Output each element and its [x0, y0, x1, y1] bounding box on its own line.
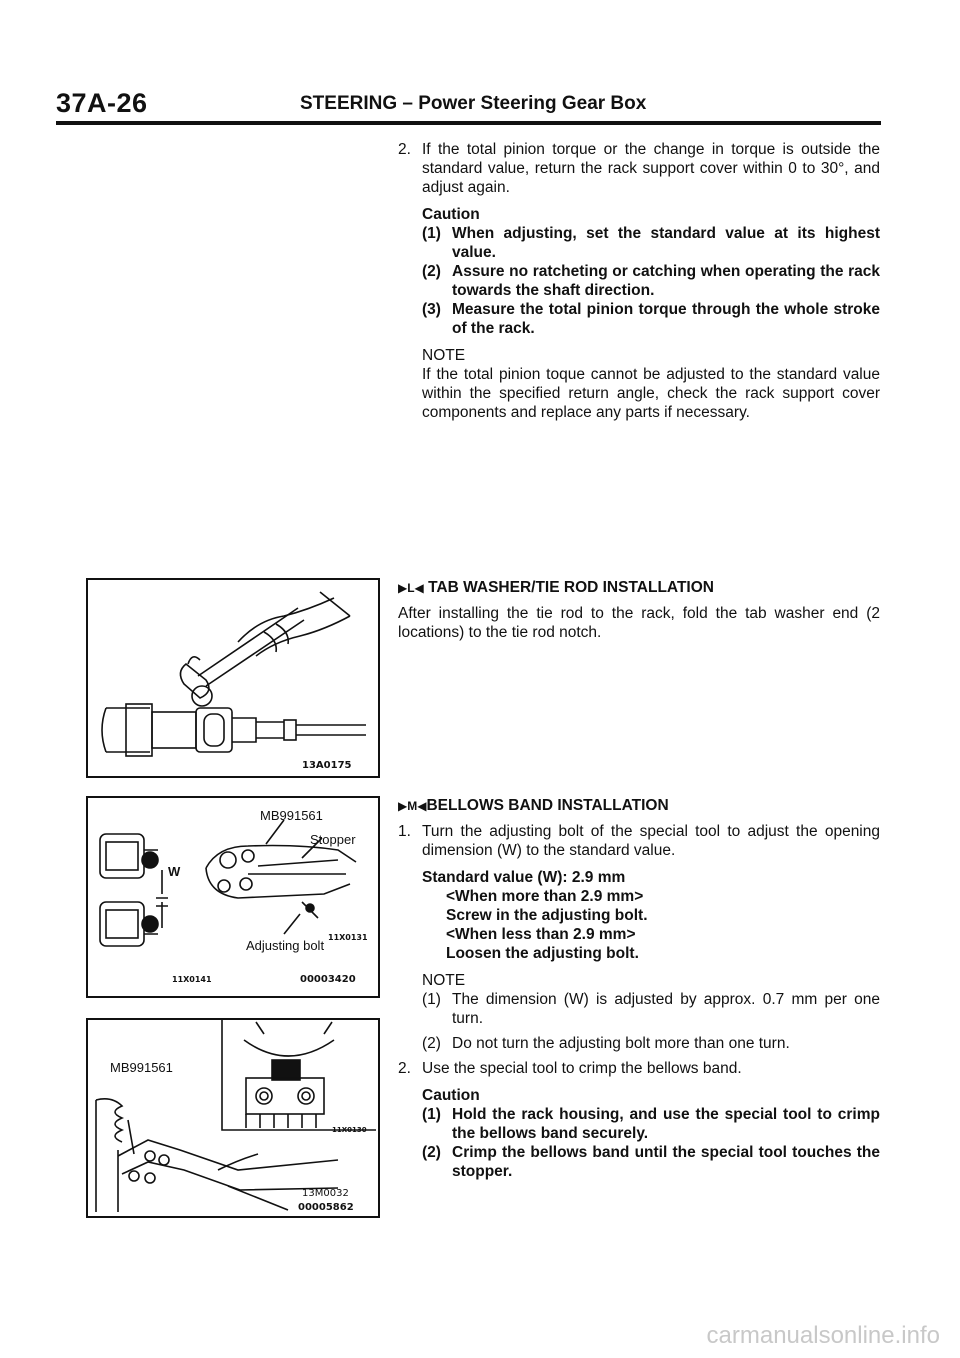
watermark: carmanualsonline.info — [706, 1322, 940, 1349]
note-item: (2) Do not turn the adjusting bolt more than one turn. — [422, 1035, 790, 1052]
header-rule — [56, 121, 881, 125]
figure-code: 00003420 — [300, 974, 356, 985]
step-1: 1. Turn the adjusting bolt of the special tool to adjust the opening dimension (W) to the standard value. — [398, 823, 880, 859]
tool-adjust-illustration — [88, 798, 378, 996]
section-bellows-band — [398, 796, 880, 1181]
section-tab-washer — [398, 578, 880, 642]
page-number: 37A-26 — [56, 88, 148, 118]
section-text: After installing the tie rod to the rack, fold the tab washer end (2 locations) to the tie rod notch. — [398, 605, 880, 641]
crimp-band-illustration — [88, 1020, 378, 1216]
condition-more: <When more than 2.9 mm> — [446, 888, 644, 905]
figure-code: 13M0032 — [302, 1188, 349, 1199]
section-heading: ▶L◀ TAB WASHER/TIE ROD INSTALLATION — [398, 579, 714, 596]
caution-item: (1) Hold the rack housing, and use the special tool to crimp the bellows band securely. — [422, 1106, 880, 1142]
figure-crimp-band — [86, 1018, 380, 1218]
figure-subcode: 11X0131 — [328, 933, 368, 942]
caution-label: Caution — [422, 1087, 480, 1104]
caution-list — [398, 1105, 880, 1181]
figure-subcode: 11X0130 — [332, 1126, 367, 1134]
figure-tool-adjust — [86, 796, 380, 998]
caution-list — [398, 224, 880, 338]
section-pinion-torque — [398, 140, 880, 422]
figure-tab-washer — [86, 578, 380, 778]
standard-value: Standard value (W): 2.9 mm — [422, 869, 626, 886]
step-2: 2. Use the special tool to crimp the bellows band. — [398, 1060, 742, 1077]
figure-subcode: 11X0141 — [172, 975, 212, 984]
caution-item: (3) Measure the total pinion torque through the whole stroke of the rack. — [422, 301, 880, 337]
note-label: NOTE — [422, 972, 466, 989]
step-2 — [398, 140, 880, 197]
caution-item: (2) Assure no ratcheting or catching when operating the rack towards the shaft direction. — [422, 263, 880, 299]
note-item: (1) The dimension (W) is adjusted by approx. 0.7 mm per one turn. — [422, 991, 880, 1027]
step-text: If the total pinion torque or the change in torque is outside the standard value, return the rack support cover within 0 to 30°, and adjust again. — [422, 141, 880, 196]
section-heading: ▶M◀BELLOWS BAND INSTALLATION — [398, 797, 669, 814]
dimension-w-label: W — [168, 864, 181, 879]
condition-less: <When less than 2.9 mm> — [446, 926, 636, 943]
adjusting-bolt-label: Adjusting bolt — [246, 938, 325, 953]
step-number: 2. — [398, 141, 411, 158]
hammer-tab-washer-illustration — [88, 580, 378, 776]
note-label: NOTE — [422, 347, 466, 364]
stopper-label: Stopper — [310, 832, 356, 847]
action-more: Screw in the adjusting bolt. — [446, 907, 648, 924]
note-text: If the total pinion toque cannot be adjusted to the standard value within the specified return angle, check the rack support cover components and replace any parts if necessary. — [422, 366, 880, 421]
caution-item: (1) When adjusting, set the standard value at its highest value. — [422, 225, 880, 261]
tool-part-number: MB991561 — [110, 1060, 173, 1075]
caution-label: Caution — [422, 206, 480, 223]
note-list — [398, 990, 880, 1053]
figure-code: 13A0175 — [302, 760, 352, 771]
action-less: Loosen the adjusting bolt. — [446, 945, 639, 962]
tool-part-number: MB991561 — [260, 808, 323, 823]
caution-item: (2) Crimp the bellows band until the special tool touches the stopper. — [422, 1144, 880, 1180]
page-title: STEERING – Power Steering Gear Box — [300, 93, 647, 114]
figure-code: 00005862 — [298, 1202, 354, 1213]
